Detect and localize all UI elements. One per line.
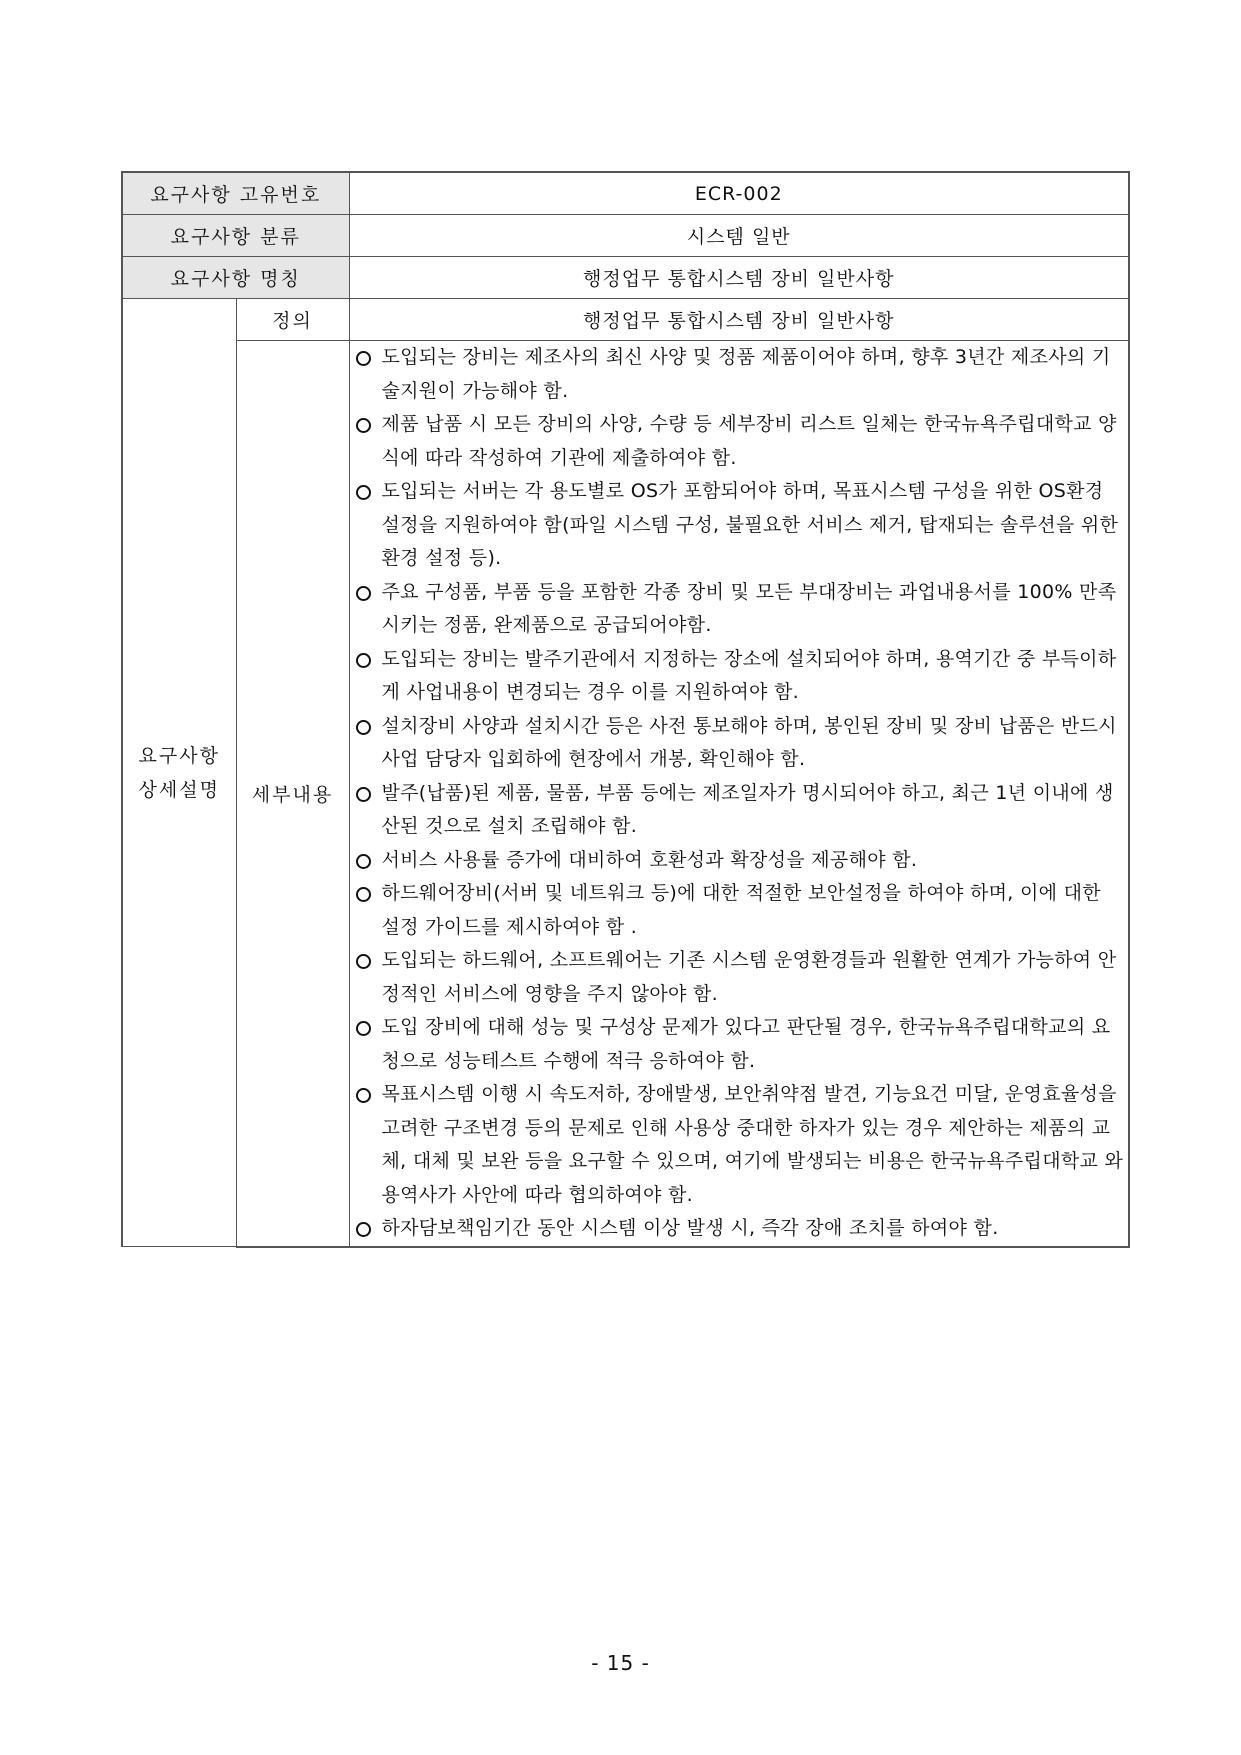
circle-bullet-icon [356, 485, 371, 500]
category-value: 시스템 일반 [349, 215, 1129, 257]
list-item: 발주(납품)된 제품, 물품, 부품 등에는 제조일자가 명시되어야 하고, 최근 1년 이내에 생산된 것으로 설치 조립해야 함. [352, 777, 1125, 844]
circle-bullet-icon [356, 653, 371, 668]
circle-bullet-icon [356, 787, 371, 802]
circle-bullet-icon [356, 1222, 371, 1237]
name-label: 요구사항 명칭 [122, 257, 349, 299]
list-item: 도입되는 서버는 각 용도별로 OS가 포함되어야 하며, 목표시스템 구성을 위한 OS환경 설정을 지원하여야 함(파일 시스템 구성, 불필요한 서비스 제거, 탑재되는 솔루션을 위한 환경 설정 등). [352, 475, 1125, 576]
circle-bullet-icon [356, 954, 371, 969]
list-item: 서비스 사용률 증가에 대비하여 호환성과 확장성을 제공해야 함. [352, 844, 1125, 878]
category-label: 요구사항 분류 [122, 215, 349, 257]
list-item: 도입되는 하드웨어, 소프트웨어는 기존 시스템 운영환경들과 원활한 연계가 가능하여 안정적인 서비스에 영향을 주지 않아야 함. [352, 944, 1125, 1011]
detail-section-label-line1: 요구사항 [138, 744, 220, 767]
circle-bullet-icon [356, 887, 371, 902]
list-item: 하자담보책임기간 동안 시스템 이상 발생 시, 즉각 장애 조치를 하여야 함. [352, 1212, 1125, 1246]
unique-id-value: ECR-002 [349, 172, 1129, 215]
requirement-table [121, 171, 1130, 1248]
list-item: 설치장비 사양과 설치시간 등은 사전 통보해야 하며, 봉인된 장비 및 장비 납품은 반드시 사업 담당자 입회하에 현장에서 개봉, 확인해야 함. [352, 710, 1125, 777]
detail-list [352, 341, 1125, 1246]
definition-value: 행정업무 통합시스템 장비 일반사항 [349, 299, 1129, 341]
list-item: 제품 납품 시 모든 장비의 사양, 수량 등 세부장비 리스트 일체는 한국뉴욕주립대학교 양식에 따라 작성하여 기관에 제출하여야 함. [352, 408, 1125, 475]
circle-bullet-icon [356, 351, 371, 366]
list-item: 도입 장비에 대해 성능 및 구성상 문제가 있다고 판단될 경우, 한국뉴욕주립대학교의 요청으로 성능테스트 수행에 적극 응하여야 함. [352, 1011, 1125, 1078]
list-item: 하드웨어장비(서버 및 네트워크 등)에 대한 적절한 보안설정을 하여야 하며, 이에 대한 설정 가이드를 제시하여야 함 . [352, 877, 1125, 944]
definition-label: 정의 [236, 299, 349, 341]
circle-bullet-icon [356, 720, 371, 735]
detail-section-label [122, 299, 236, 1247]
list-item: 주요 구성품, 부품 등을 포함한 각종 장비 및 모든 부대장비는 과업내용서를 100% 만족시키는 정품, 완제품으로 공급되어야함. [352, 576, 1125, 643]
list-item: 도입되는 장비는 제조사의 최신 사양 및 정품 제품이어야 하며, 향후 3년간 제조사의 기술지원이 가능해야 함. [352, 341, 1125, 408]
circle-bullet-icon [356, 418, 371, 433]
name-value: 행정업무 통합시스템 장비 일반사항 [349, 257, 1129, 299]
unique-id-label: 요구사항 고유번호 [122, 172, 349, 215]
circle-bullet-icon [356, 854, 371, 869]
circle-bullet-icon [356, 1088, 371, 1103]
list-item: 도입되는 장비는 발주기관에서 지정하는 장소에 설치되어야 하며, 용역기간 중 부득이하게 사업내용이 변경되는 경우 이를 지원하여야 함. [352, 643, 1125, 710]
list-item: 목표시스템 이행 시 속도저하, 장애발생, 보안취약점 발견, 기능요건 미달, 운영효율성을 고려한 구조변경 등의 문제로 인해 사용상 중대한 하자가 있는 경우 제안하는 제품의 교체, 대체 및 보완 등을 요구할 수 있으며, 여기에 발생되는 비용은 한국뉴욕주립대학교 와 용역사가 사안에 따라 협의하여야 함. [352, 1078, 1125, 1212]
detail-section-label-line2: 상세설명 [138, 778, 220, 801]
circle-bullet-icon [356, 1021, 371, 1036]
content-label: 세부내용 [236, 341, 349, 1247]
page-number: - 15 - [591, 1651, 650, 1675]
circle-bullet-icon [356, 586, 371, 601]
content-cell [349, 341, 1129, 1247]
